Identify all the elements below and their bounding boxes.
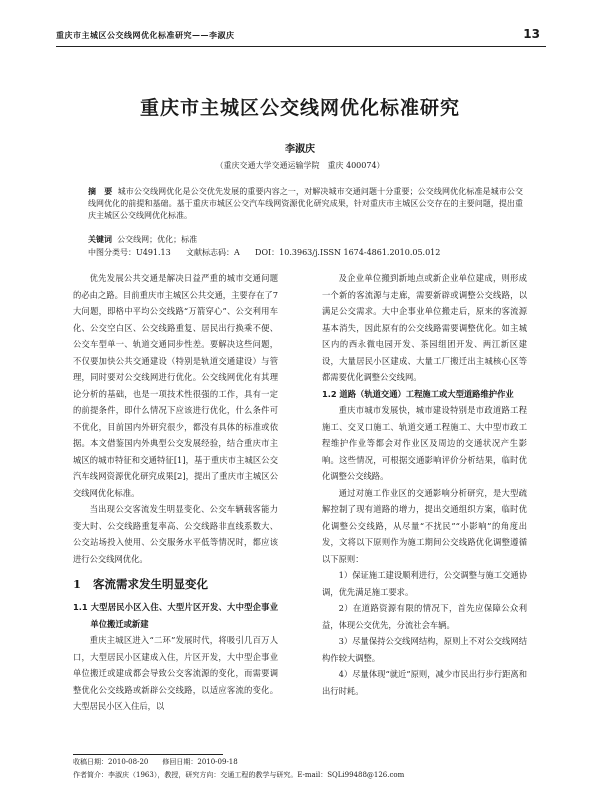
abstract-text: 城市公交线网优化是公交优先发展的重要内容之一，对解决城市交通问题十分重要；公交线网优化标准是城市公交线网优化的前提和基础。基于重庆市城区公交汽车线网资源优化研究成果，针对重庆市主城区公交存在的主要问题，提出重庆主城区公交线网优化标准。 — [88, 187, 523, 220]
doc-label: 文献标志码： — [186, 248, 234, 257]
paper-title: 重庆市主城区公交线网优化标准研究 — [139, 97, 460, 119]
body-paragraph: 重庆主城区进入“二环”发展时代，将吸引几百万人口，大型居民小区建成入住，片区开发，大中型企事业单位搬迁或建成都会导致公交客流源的变化，而需要调整优化公交线路或新辟公交线路，以适应客流的变化。大型居民小区入住后，以 — [73, 635, 278, 711]
header-rule — [56, 46, 546, 47]
body-paragraph: 4）尽量体现“就近”原则，减少市民出行步行距离和出行时耗。 — [322, 669, 527, 696]
classification-line — [88, 247, 523, 259]
footnote-author-bio: 作者简介：李淑庆（1963），教授，研究方向：交通工程的教学与研究。E-mail：SQLi99488@126.com — [73, 771, 405, 779]
subsection-title: 道路（轨道交通）工程施工或大型道路维护作业 — [339, 388, 514, 399]
subsection-number: 1.2 — [322, 388, 337, 399]
body-paragraph: 优先发展公共交通是解决日益严重的城市交通问题的必由之路。目前重庆市主城区公共交通，主要存在了7大问题，即格中平均公交线路“万箭穿心”、公交利用车化、公交空白区、公交线路重复、居民出行换乘不便、公交车型单一、轨道交通同步性差。要解决这些问题，不仅要加快公共交通建设（特别是轨道交通建设）与管理，同时要对公交线网进行优化。公交线网优化有其理论分析的基础，也是一项技术性很强的工作，具有一定的前提条件，即什么情况下应该进行优化，什么条件可不优化，目前国内外研究很少，都没有具体的标准或依据。本文借鉴国内外典型公交发展经验，结合重庆市主城区的城市特征和交通特征[1]，基于重庆市主城区公交汽车线网资源优化研究成果[2]，提出了重庆市主城区公交线网优化标准。 — [73, 273, 278, 498]
body-paragraph: 及企业单位搬到新地点或新企业单位建成，则形成一个新的客流源与走廊，需要新辟或调整公交线路，以满足公交需求。大中企事业单位搬走后，原来的客流源基本消失，因此原有的公交线路需要调整优化。如主城区内的西永微电园开发、茶园组团开发、两江新区建设，大量居民小区建成、大量工厂搬迁出主城核心区等都需要优化调整公交线网。 — [322, 273, 527, 382]
footnote-dates: 收稿日期：2010-08-20 修回日期：2010-09-18 — [73, 758, 238, 766]
affiliation: （重庆交通大学交通运输学院 重庆 400074） — [215, 161, 385, 170]
keywords — [88, 234, 523, 246]
body-paragraph: 2）在道路资源有限的情况下，首先应保障公众利益，体现公交优先，分流社会车辆。 — [322, 603, 527, 630]
subsection-number: 1.1 — [73, 602, 88, 612]
footnote-rule — [73, 754, 223, 755]
abstract — [88, 186, 523, 222]
running-title: 重庆市主城区公交线网优化标准研究——李淑庆 — [56, 30, 235, 40]
body-paragraph: 通过对施工作业区的交通影响分析研究，是大型疏解控制了现有道路的增力，提出交通组织方案，临时优化调整公交线路，从尽量“不扰民”“小影响”的角度出发，文将以下原则作为施工期间公交线路优化调整遵循以下原则： — [322, 487, 527, 564]
body-paragraph: 重庆市城市发展快，城市建设特别是市政道路工程施工、交叉口施工、轨道交通工程施工、大中型市政工程维护作业等都会对作业区及周边的交通状况产生影响。这些情况，可根据交通影响评价分析结果，临时优化调整公交线路。 — [322, 405, 527, 481]
subsection-title: 大型居民小区入住、大型片区开发、大中型企事业单位搬迁或新建 — [90, 602, 278, 629]
body-paragraph: 当出现公交客流发生明显变化、公交车辆载客能力变大时、公交线路重复率高、公交线路非直线系数大、公交站场投入使用、公交服务水平低等情况时，都应该进行公交线网优化。 — [73, 504, 278, 564]
clc-label: 中图分类号： — [88, 248, 136, 257]
clc-value: U491.13 — [136, 248, 171, 257]
body-column-right — [322, 270, 527, 699]
body-column-left — [73, 270, 278, 715]
keywords-text: 公交线网；优化；标准 — [117, 235, 198, 244]
author: 李淑庆 — [285, 144, 315, 155]
doi: DOI：10.3963/j.ISSN 1674-4861.2010.05.012 — [255, 248, 441, 257]
subsection-heading — [73, 599, 278, 632]
section-number: 1 — [73, 577, 82, 591]
doc-value: A — [234, 248, 240, 257]
keywords-label: 关键词 — [88, 235, 112, 244]
body-paragraph: 1）保证施工建设顺利进行，公交调整与施工交通协调，优先满足施工要求。 — [322, 570, 527, 597]
section-heading — [73, 575, 278, 593]
page-number: 13 — [523, 27, 540, 41]
section-title: 客流需求发生明显变化 — [93, 577, 209, 591]
subsection-heading — [322, 386, 527, 403]
abstract-label: 摘 要 — [88, 187, 113, 196]
body-paragraph: 3）尽量保持公交线网结构，原则上不对公交线网结构作较大调整。 — [322, 636, 527, 663]
